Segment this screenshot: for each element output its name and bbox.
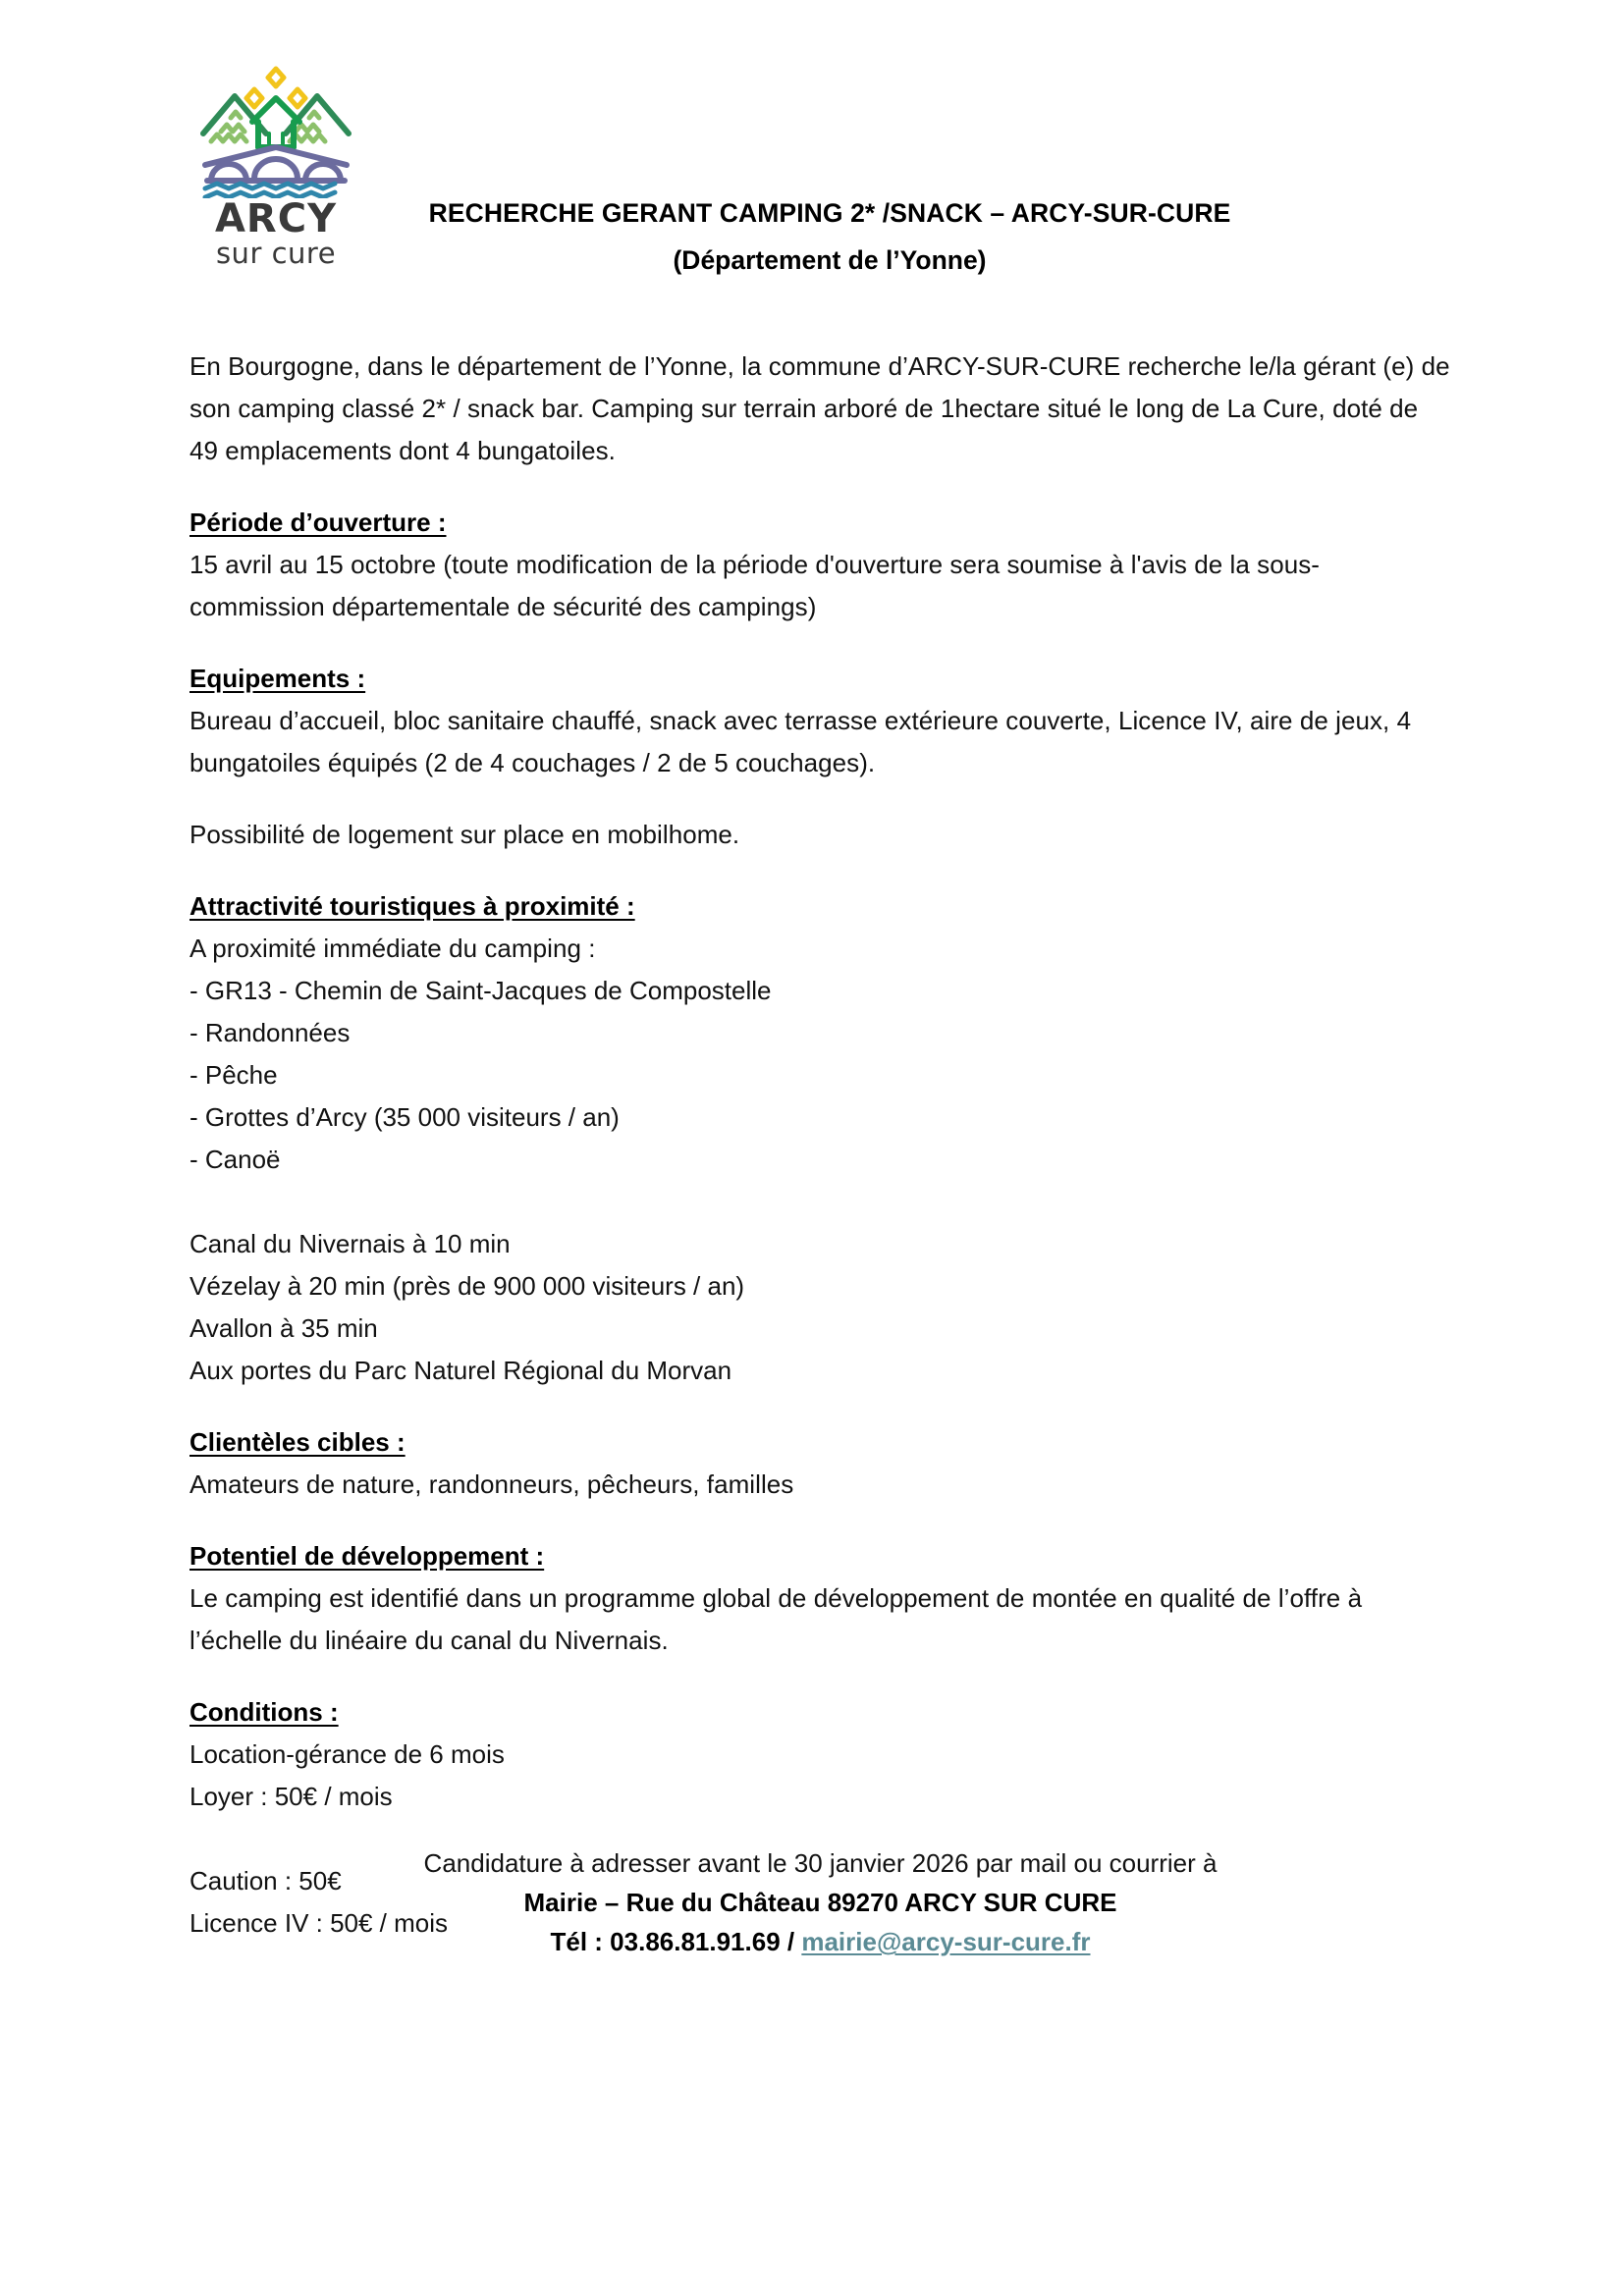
spacer [189, 784, 1451, 814]
section-heading-attractivite [189, 885, 1451, 928]
section-body-periode-ouverture: 15 avril au 15 octobre (toute modification de la période d'ouverture sera soumise à l'avis de la sous-commission départementale de sécurité des campings) [189, 550, 1320, 621]
section-body-equipements: Bureau d’accueil, bloc sanitaire chauffé, snack avec terrasse extérieure couverte, Licence IV, aire de jeux, 4 bungatoiles équipés (2 de 4 couchages / 2 de 5 couchages). [189, 706, 1412, 777]
list-item: - Grottes d’Arcy (35 000 visiteurs / an) [189, 1102, 620, 1132]
document-header [0, 61, 1624, 287]
condition-line: Licence IV : 50€ / mois [189, 1908, 449, 1938]
footer-deadline-line: Candidature à adresser avant le 30 janvier 2026 par mail ou courrier à [423, 1848, 1218, 1878]
attractivite-lead: A proximité immédiate du camping : [189, 934, 596, 963]
distance-line: Canal du Nivernais à 10 min [189, 1229, 511, 1258]
list-item: - GR13 - Chemin de Saint-Jacques de Compostelle [189, 976, 772, 1005]
spacer [189, 1181, 1451, 1223]
distance-line: Avallon à 35 min [189, 1313, 378, 1343]
section-heading-potentiel-developpement [189, 1535, 1451, 1577]
email-link[interactable]: mairie@arcy-sur-cure.fr [801, 1927, 1091, 1956]
footer-phone-text: Tél : 03.86.81.91.69 / [550, 1927, 802, 1956]
section-heading-text: Potentiel de développement : [189, 1541, 545, 1571]
section-body-clienteles-cibles: Amateurs de nature, randonneurs, pêcheurs, familles [189, 1469, 794, 1499]
title-block [324, 198, 1335, 276]
list-item: - Randonnées [189, 1018, 351, 1047]
section-heading-equipements [189, 658, 1451, 700]
section-heading-periode-ouverture [189, 502, 1451, 544]
page-subtitle: (Département de l’Yonne) [673, 245, 987, 275]
section-heading-text: Clientèles cibles : [189, 1427, 406, 1457]
spacer [189, 1662, 1451, 1691]
distance-line: Vézelay à 20 min (près de 900 000 visiteurs / an) [189, 1271, 745, 1301]
logo-wordmark-arcy: ARCY [214, 196, 338, 241]
spacer [189, 628, 1451, 658]
section-heading-text: Equipements : [189, 664, 366, 693]
section-heading-clienteles-cibles [189, 1421, 1451, 1464]
footer-address-line: Mairie – Rue du Château 89270 ARCY SUR CURE [523, 1888, 1117, 1917]
condition-line: Loyer : 50€ / mois [189, 1782, 393, 1811]
village-bridge-river-icon [197, 61, 354, 198]
intro-paragraph: En Bourgogne, dans le département de l’Yonne, la commune d’ARCY-SUR-CURE recherche le/la gérant (e) de son camping classé 2* / snack bar. Camping sur terrain arboré de 1hectare situé le long de La Cure, doté de 49 emplacements dont 4 bungatoiles. [189, 351, 1450, 465]
spacer [189, 472, 1451, 502]
condition-line: Caution : 50€ [189, 1866, 342, 1896]
document-footer [189, 1843, 1451, 1961]
spacer [189, 1392, 1451, 1421]
section-heading-text: Période d’ouverture : [189, 507, 447, 537]
section-heading-text: Attractivité touristiques à proximité : [189, 891, 635, 921]
section-extra-logement: Possibilité de logement sur place en mobilhome. [189, 820, 740, 849]
spacer [189, 1506, 1451, 1535]
page-title: RECHERCHE GERANT CAMPING 2* /SNACK – ARCY-SUR-CURE [428, 198, 1231, 228]
section-heading-conditions [189, 1691, 1451, 1734]
section-body-potentiel-developpement: Le camping est identifié dans un programme global de développement de montée en qualité de l’offre à l’échelle du linéaire du canal du Nivernais. [189, 1583, 1363, 1655]
footer-contact-line [189, 1922, 1451, 1961]
distance-line: Aux portes du Parc Naturel Régional du Morvan [189, 1356, 732, 1385]
list-item: - Pêche [189, 1060, 278, 1090]
logo-wordmark-sur-cure: sur cure [215, 237, 337, 271]
document-body [189, 346, 1451, 1945]
condition-line: Location-gérance de 6 mois [189, 1739, 505, 1769]
section-heading-text: Conditions : [189, 1697, 339, 1727]
list-item: - Canoë [189, 1145, 281, 1174]
spacer [189, 856, 1451, 885]
